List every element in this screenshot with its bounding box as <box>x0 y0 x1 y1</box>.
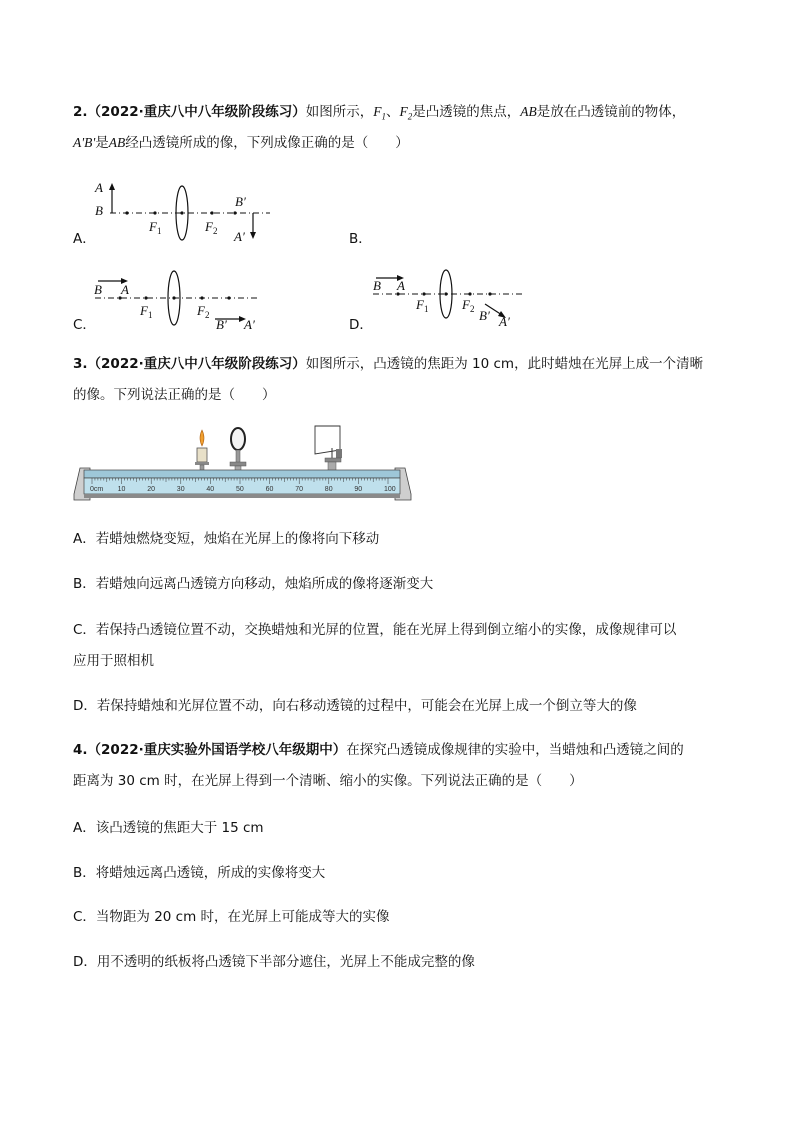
q4-line1 <box>73 740 684 760</box>
q2-number: 2. <box>73 104 88 120</box>
q2-text-c: 是放在凸透镜前的物体， <box>536 104 686 120</box>
q2-text-b: 是凸透镜的焦点， <box>412 104 521 120</box>
q2c-label-f2-sub: 2 <box>205 310 210 320</box>
q2a-label-bprime: B′ <box>235 194 246 209</box>
q4-text-1: 在探究凸透镜成像规律的实验中，当蜡烛和凸透镜之间的 <box>346 742 684 758</box>
q4-option-a: A．该凸透镜的焦距大于 15 cm <box>73 820 264 836</box>
q3-line2: 的像。下列说法正确的是（ ） <box>73 387 276 403</box>
q2-option-a: A． <box>73 231 96 247</box>
q2-text-e: 经凸透镜所成的像，下列成像正确的是（ ） <box>125 135 409 151</box>
q4-number: 4. <box>73 742 88 758</box>
bench-tick-label: 40 <box>206 486 215 493</box>
q2-image-label: A'B' <box>73 135 96 150</box>
bench-tick-label: 90 <box>354 486 363 493</box>
q3-option-b: B．若蜡烛向远离凸透镜方向移动，烛焰所成的像将逐渐变大 <box>73 576 434 592</box>
q3-option-a: A．若蜡烛燃烧变短，烛焰在光屏上的像将向下移动 <box>73 531 380 547</box>
q3-number: 3. <box>73 356 88 372</box>
bench-tick-label: 50 <box>236 486 244 493</box>
bench-tick-label: 20 <box>147 486 155 493</box>
bench-tick-label: 100 <box>384 486 396 493</box>
q2c-label-b: B <box>94 282 102 297</box>
q3-source: （2022·重庆八中八年级阶段练习） <box>87 356 306 372</box>
q2c-label-f1-sub: 1 <box>148 310 153 320</box>
q2-option-d: D． <box>349 317 373 333</box>
q4-line2: 距离为 30 cm 时，在光屏上得到一个清晰、缩小的实像。下列说法正确的是（ ） <box>73 773 583 789</box>
q2a-label-f2: F <box>205 219 213 234</box>
bench-tick-label: 10 <box>117 486 126 493</box>
q2a-label-f1-sub: 1 <box>157 226 162 236</box>
q2-line1 <box>73 102 685 127</box>
bench-tick-label: 80 <box>324 486 333 493</box>
q2c-label-f2: F <box>197 303 205 318</box>
q3-option-d: D．若保持蜡烛和光屏位置不动，向右移动透镜的过程中，可能会在光屏上成一个倒立等大的像 <box>73 698 637 714</box>
q2a-label-f1: F <box>149 219 157 234</box>
q2d-label-bprime: B′ <box>479 308 490 323</box>
bench-tick-label: 30 <box>176 486 185 493</box>
q2-figure-d <box>368 268 538 333</box>
q3-option-c-cont: 应用于照相机 <box>73 653 154 669</box>
bench-tick-label: 70 <box>295 486 303 493</box>
q2-text-d: 是 <box>95 135 109 151</box>
q4-option-b: B．将蜡烛远离凸透镜，所成的实像将变大 <box>73 865 326 881</box>
q3-line1 <box>73 354 703 374</box>
q2a-label-aprime: A′ <box>234 229 245 244</box>
q2c-label-bprime: B′ <box>216 317 227 332</box>
q2d-label-a: A <box>397 278 405 293</box>
q2-option-c: C． <box>73 317 96 333</box>
q2-f2: $F_2$ <box>399 104 413 122</box>
q2-text-a: 如图所示， <box>305 104 374 120</box>
q2a-label-a: A <box>95 180 103 195</box>
q2-figure-c <box>90 270 270 335</box>
candle-icon <box>195 430 209 475</box>
q3-text-1: 如图所示，凸透镜的焦距为 10 cm，此时蜡烛在光屏上成一个清晰 <box>305 356 704 372</box>
q2d-label-aprime: A′ <box>499 314 510 329</box>
q2d-label-f2: F <box>462 297 470 312</box>
q2a-label-f2-sub: 2 <box>213 226 218 236</box>
q2a-label-b: B <box>95 203 103 218</box>
q2c-label-a: A <box>121 282 129 297</box>
bench-tick-label: 60 <box>265 486 274 493</box>
q2-f1: $F_1$ <box>373 104 386 122</box>
light-screen-icon <box>315 426 342 475</box>
q2d-label-f1: F <box>416 297 424 312</box>
q4-source: （2022·重庆实验外国语学校八年级期中） <box>87 742 347 758</box>
q4-option-d: D．用不透明的纸板将凸透镜下半部分遮住，光屏上不能成完整的像 <box>73 954 475 970</box>
q2d-label-b: B <box>373 278 381 293</box>
q2-figure-a <box>90 175 280 250</box>
q2d-label-f2-sub: 2 <box>470 304 475 314</box>
q2c-label-aprime: A′ <box>244 317 255 332</box>
convex-lens-icon <box>230 428 246 475</box>
q2d-label-f1-sub: 1 <box>424 304 429 314</box>
bench-tick-label: 0cm <box>90 486 104 493</box>
q3-option-c: C．若保持凸透镜位置不动，交换蜡烛和光屏的位置，能在光屏上得到倒立缩小的实像，成像规律可以 <box>73 622 677 638</box>
q2-option-b: B． <box>349 231 372 247</box>
q4-option-c: C．当物距为 20 cm 时，在光屏上可能成等大的实像 <box>73 909 390 925</box>
q2-sep: 、 <box>385 104 400 120</box>
q2-ab: AB <box>520 104 537 119</box>
q2c-label-f1: F <box>140 303 148 318</box>
optical-bench-figure <box>70 418 415 508</box>
q2-line2 <box>73 133 409 153</box>
q2-source: （2022·重庆八中八年级阶段练习） <box>87 104 306 120</box>
q2-ab-2: AB <box>108 135 126 150</box>
